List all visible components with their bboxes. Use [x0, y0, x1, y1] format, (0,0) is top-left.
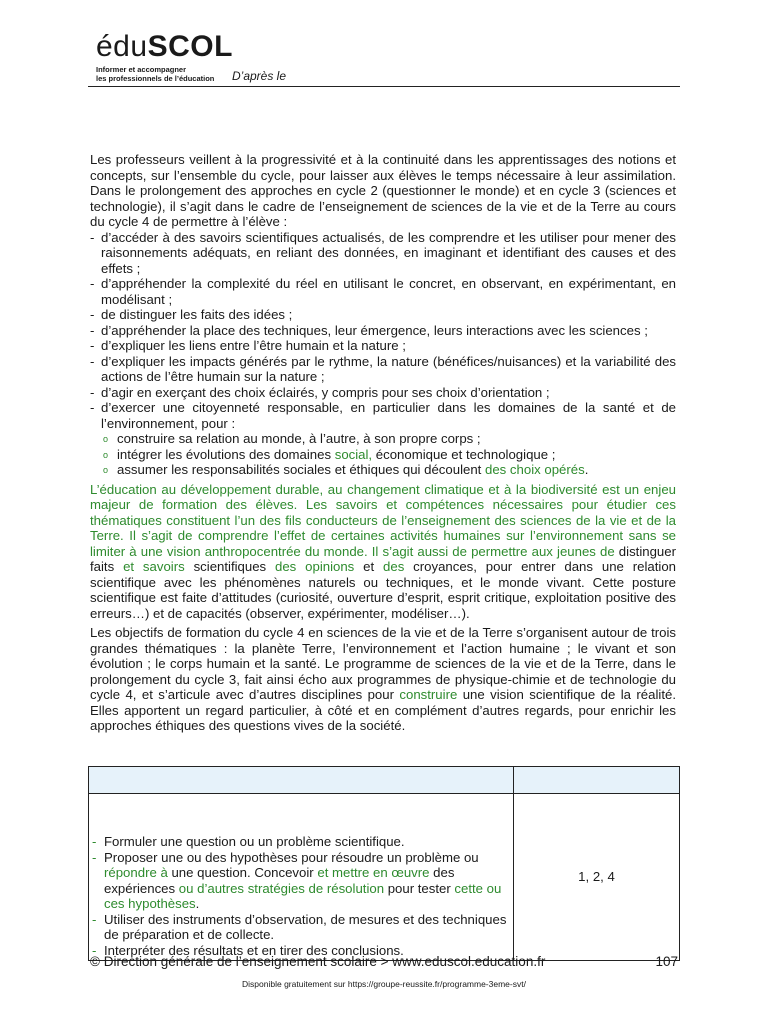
list-item: - d’agir en exerçant des choix éclairés, y compris pour ses choix d’orientation ;	[90, 385, 676, 401]
paragraph-sustainability	[90, 482, 676, 622]
list-item: - d’expliquer les impacts générés par le rythme, la nature (bénéfices/nuisances) et la variabilité des actions de l’être humain sur la nature ;	[90, 354, 676, 385]
text-span: distinguer faits	[90, 543, 676, 574]
text-span: ou d’autres stratégies de résolution	[178, 880, 385, 896]
text-span: intégrer les évolutions des domaines	[117, 446, 335, 462]
text-span: une vision scientifique de la réalité. Elles apportent un regard particulier, à côté et en complément d’autres regards, pour enrichir les approches éthiques des questions vives de la société.	[90, 687, 676, 733]
list-item: - Formuler une question ou un problème scientifique.	[92, 834, 507, 850]
text-span: des expériences	[104, 865, 455, 896]
logo-edu: édu	[96, 30, 148, 63]
text-span: .	[584, 462, 589, 477]
list-item: - Utiliser des instruments d’observation, de mesures et des techniques de préparation et de collecte.	[92, 912, 507, 943]
text-span: et mettre en œuvre	[317, 865, 430, 880]
citizenship-sublist	[101, 431, 676, 478]
list-item-citizenship	[90, 400, 676, 478]
text-span: cette ou ces hypothèses	[104, 880, 502, 911]
text-span: répondre à	[104, 865, 168, 880]
objectives-list	[90, 230, 676, 478]
text-span: Les objectifs de formation du cycle 4 en sciences de la vie et de la Terre s’organisent autour de trois grandes thématiques : la planète Terre, l’environnement et l’action humaine ; le vivant et son évolution ; le corps humain et la santé. Le programme de sciences de la vie et de la Terre, dans le prolongement du cycle 3, fait ainsi écho aux programmes de physique-chimie et de technologie du cycle 4, et s’articule avec d’autres disciplines pour	[90, 625, 676, 702]
text-span: Proposer une ou des hypothèses pour résoudre un problème ou	[104, 849, 479, 865]
logo-scol: SCOL	[147, 30, 233, 63]
list-item: - de distinguer les faits des idées ;	[90, 307, 676, 323]
text-span: croyances, pour entrer dans une relation scientifique avec les phénomènes naturels ou techniques, et le monde vivant. Cette posture scientifique est faite d’attitudes (curiosité, ouverture d’esprit, esprit critique, exploitation positive des erreurs…) et de capacités (observer, expérimenter, modéliser…).	[90, 559, 676, 621]
text-span: scientifiques	[184, 559, 276, 574]
list-item: - d’expliquer les liens entre l’être humain et la nature ;	[90, 338, 676, 354]
list-item: - Interpréter des résultats et en tirer des conclusions.	[92, 943, 507, 959]
text-span: des	[383, 559, 405, 574]
page-number: 107	[655, 954, 678, 969]
paragraph-progressivity: Les professeurs veillent à la progressivité et à la continuité dans les apprentissages des notions et concepts, sur l’ensemble du cycle, pour laisser aux élèves le temps nécessaire à leur assimilation. Dans le prolongement des approches en cycle 2 (questionner le monde) et en cycle 3 (sciences et technologie), il s’agit dans le cadre de l’enseignement de sciences de la vie et de la Terre au cours du cycle 4 de permettre à l’élève :	[90, 152, 676, 229]
logo-wordmark	[96, 32, 233, 62]
text-span: économique et technologique ;	[372, 446, 556, 462]
table-row	[89, 794, 680, 961]
list-item: - d’appréhender la complexité du réel en utilisant le concret, en observant, en expérimentant, en modélisant ;	[90, 276, 676, 307]
table-header-cell	[514, 767, 680, 794]
logo-tagline-2: les professionnels de l’éducation	[96, 74, 215, 83]
header-after-label: D’après le	[232, 69, 287, 83]
competency-list	[92, 834, 507, 958]
eduscol-logo	[96, 32, 233, 83]
list-item	[92, 850, 507, 912]
text-span: pour tester	[384, 880, 455, 896]
logo-tagline-1: Informer et accompagner	[96, 65, 187, 74]
text-span: L’éducation au développement durable, au changement climatique et à la biodiversité est un enjeu majeur de formation des élèves. Les savoirs et compétences nécessaires pour étudier ces thématiques constituent l’un des fils conducteurs de l’enseignement des sciences de la vie et de la Terre. Il s’agit de comprendre l’effet de certaines activités humaines sur l’environnement sans se limiter à une vision anthropocentrée du monde. Il s’agit aussi de permettre aux jeunes de	[90, 481, 676, 559]
availability-note: Disponible gratuitement sur https://groupe-reussite.fr/programme-3eme-svt/	[242, 979, 526, 989]
list-item: - d’accéder à des savoirs scientifiques actualisés, de les comprendre et les utiliser pour mener des raisonnements adéquats, en reliant des données, en imaginant et identifiant des causes et des effets ;	[90, 230, 676, 277]
footer-copyright: © Direction générale de l’enseignement scolaire > www.eduscol.education.fr	[90, 954, 546, 969]
sub-list-item	[103, 447, 676, 463]
table-header-row	[89, 767, 680, 794]
text-span: des choix opérés	[485, 462, 585, 477]
paragraph-cycle4-objectives	[90, 625, 676, 734]
text-span: des opinions	[275, 559, 355, 574]
text-span: construire	[399, 687, 458, 702]
sub-list-item: o construire sa relation au monde, à l’autre, à son propre corps ;	[103, 431, 676, 447]
footer	[90, 954, 678, 969]
main-content	[90, 152, 676, 734]
text-span: une question. Concevoir	[167, 865, 318, 880]
text-span: et	[354, 559, 384, 574]
list-item: - d’appréhender la place des techniques, leur émergence, leurs interactions avec les sciences ;	[90, 323, 676, 339]
text-span: et savoirs	[123, 559, 185, 574]
competency-table	[88, 766, 680, 961]
header-divider	[88, 86, 680, 87]
table-header-cell	[89, 767, 514, 794]
text-span: assumer les responsabilités sociales et éthiques qui découlent	[117, 462, 485, 477]
logo-tagline	[96, 65, 233, 83]
list-item-text: d’exercer une citoyenneté responsable, en particulier dans les domaines de la santé et de l’environnement, pour :	[101, 400, 676, 431]
competency-cell	[89, 794, 514, 961]
text-span: .	[195, 896, 200, 911]
sub-list-item	[103, 462, 676, 478]
text-span: social,	[334, 446, 373, 462]
domains-cell: 1, 2, 4	[514, 794, 680, 961]
